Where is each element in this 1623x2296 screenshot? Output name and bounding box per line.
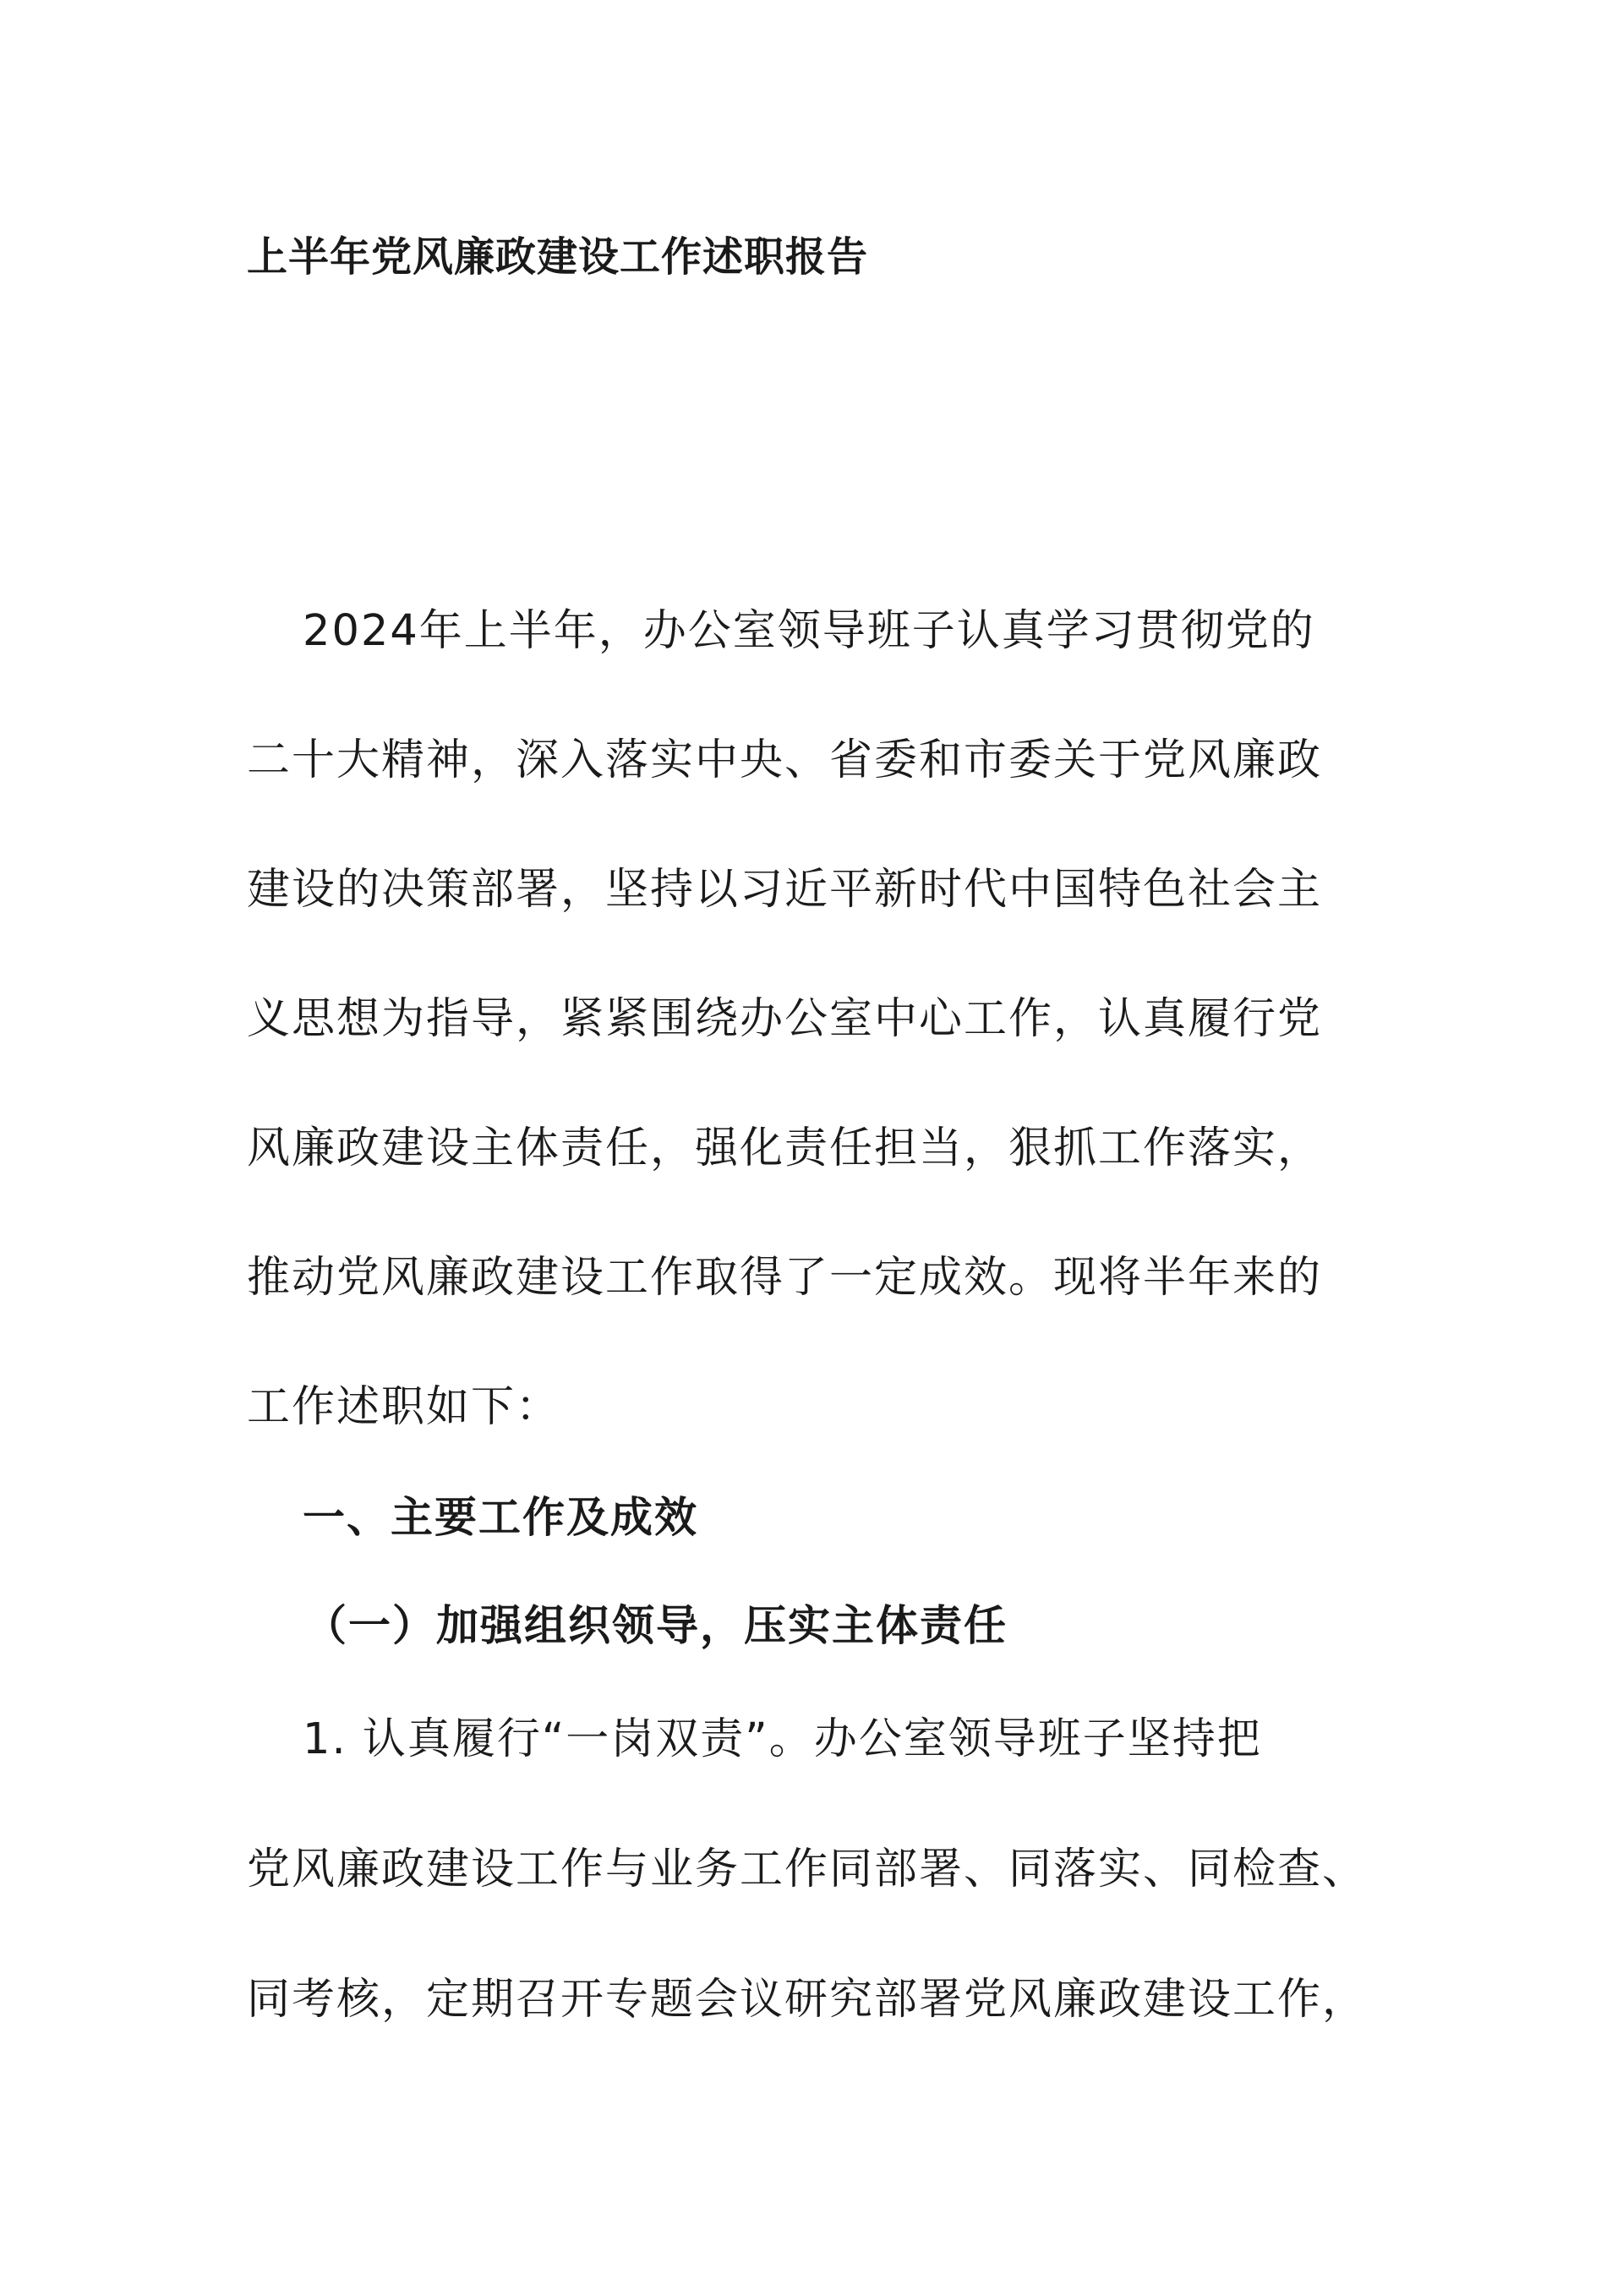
item-line-2: 党风廉政建设工作与业务工作同部署、同落实、同检查、 <box>247 1845 1368 1894</box>
paragraph-line-4: 义思想为指导，紧紧围绕办公室中心工作，认真履行党 <box>247 994 1323 1044</box>
section-heading-1: 一、主要工作及成效 <box>303 1493 698 1542</box>
paragraph-line-2: 二十大精神，深入落实中央、省委和市委关于党风廉政 <box>247 735 1323 785</box>
paragraph-line-5: 风廉政建设主体责任，强化责任担当，狠抓工作落实， <box>247 1123 1323 1173</box>
paragraph-line-1: 2024年上半年，办公室领导班子认真学习贯彻党的 <box>303 606 1315 656</box>
paragraph-line-7: 工作述职如下： <box>247 1382 561 1432</box>
paragraph-line-3: 建设的决策部署，坚持以习近平新时代中国特色社会主 <box>247 865 1323 915</box>
subsection-heading-1: （一）加强组织领导，压实主体责任 <box>304 1601 1008 1650</box>
paragraph-line-6: 推动党风廉政建设工作取得了一定成效。现将半年来的 <box>247 1253 1323 1303</box>
item-line-1: 1. 认真履行“一岗双责”。办公室领导班子坚持把 <box>303 1714 1262 1764</box>
document-title: 上半年党风廉政建设工作述职报告 <box>247 233 869 281</box>
item-line-3: 同考核，定期召开专题会议研究部署党风廉政建设工作， <box>247 1975 1368 2025</box>
